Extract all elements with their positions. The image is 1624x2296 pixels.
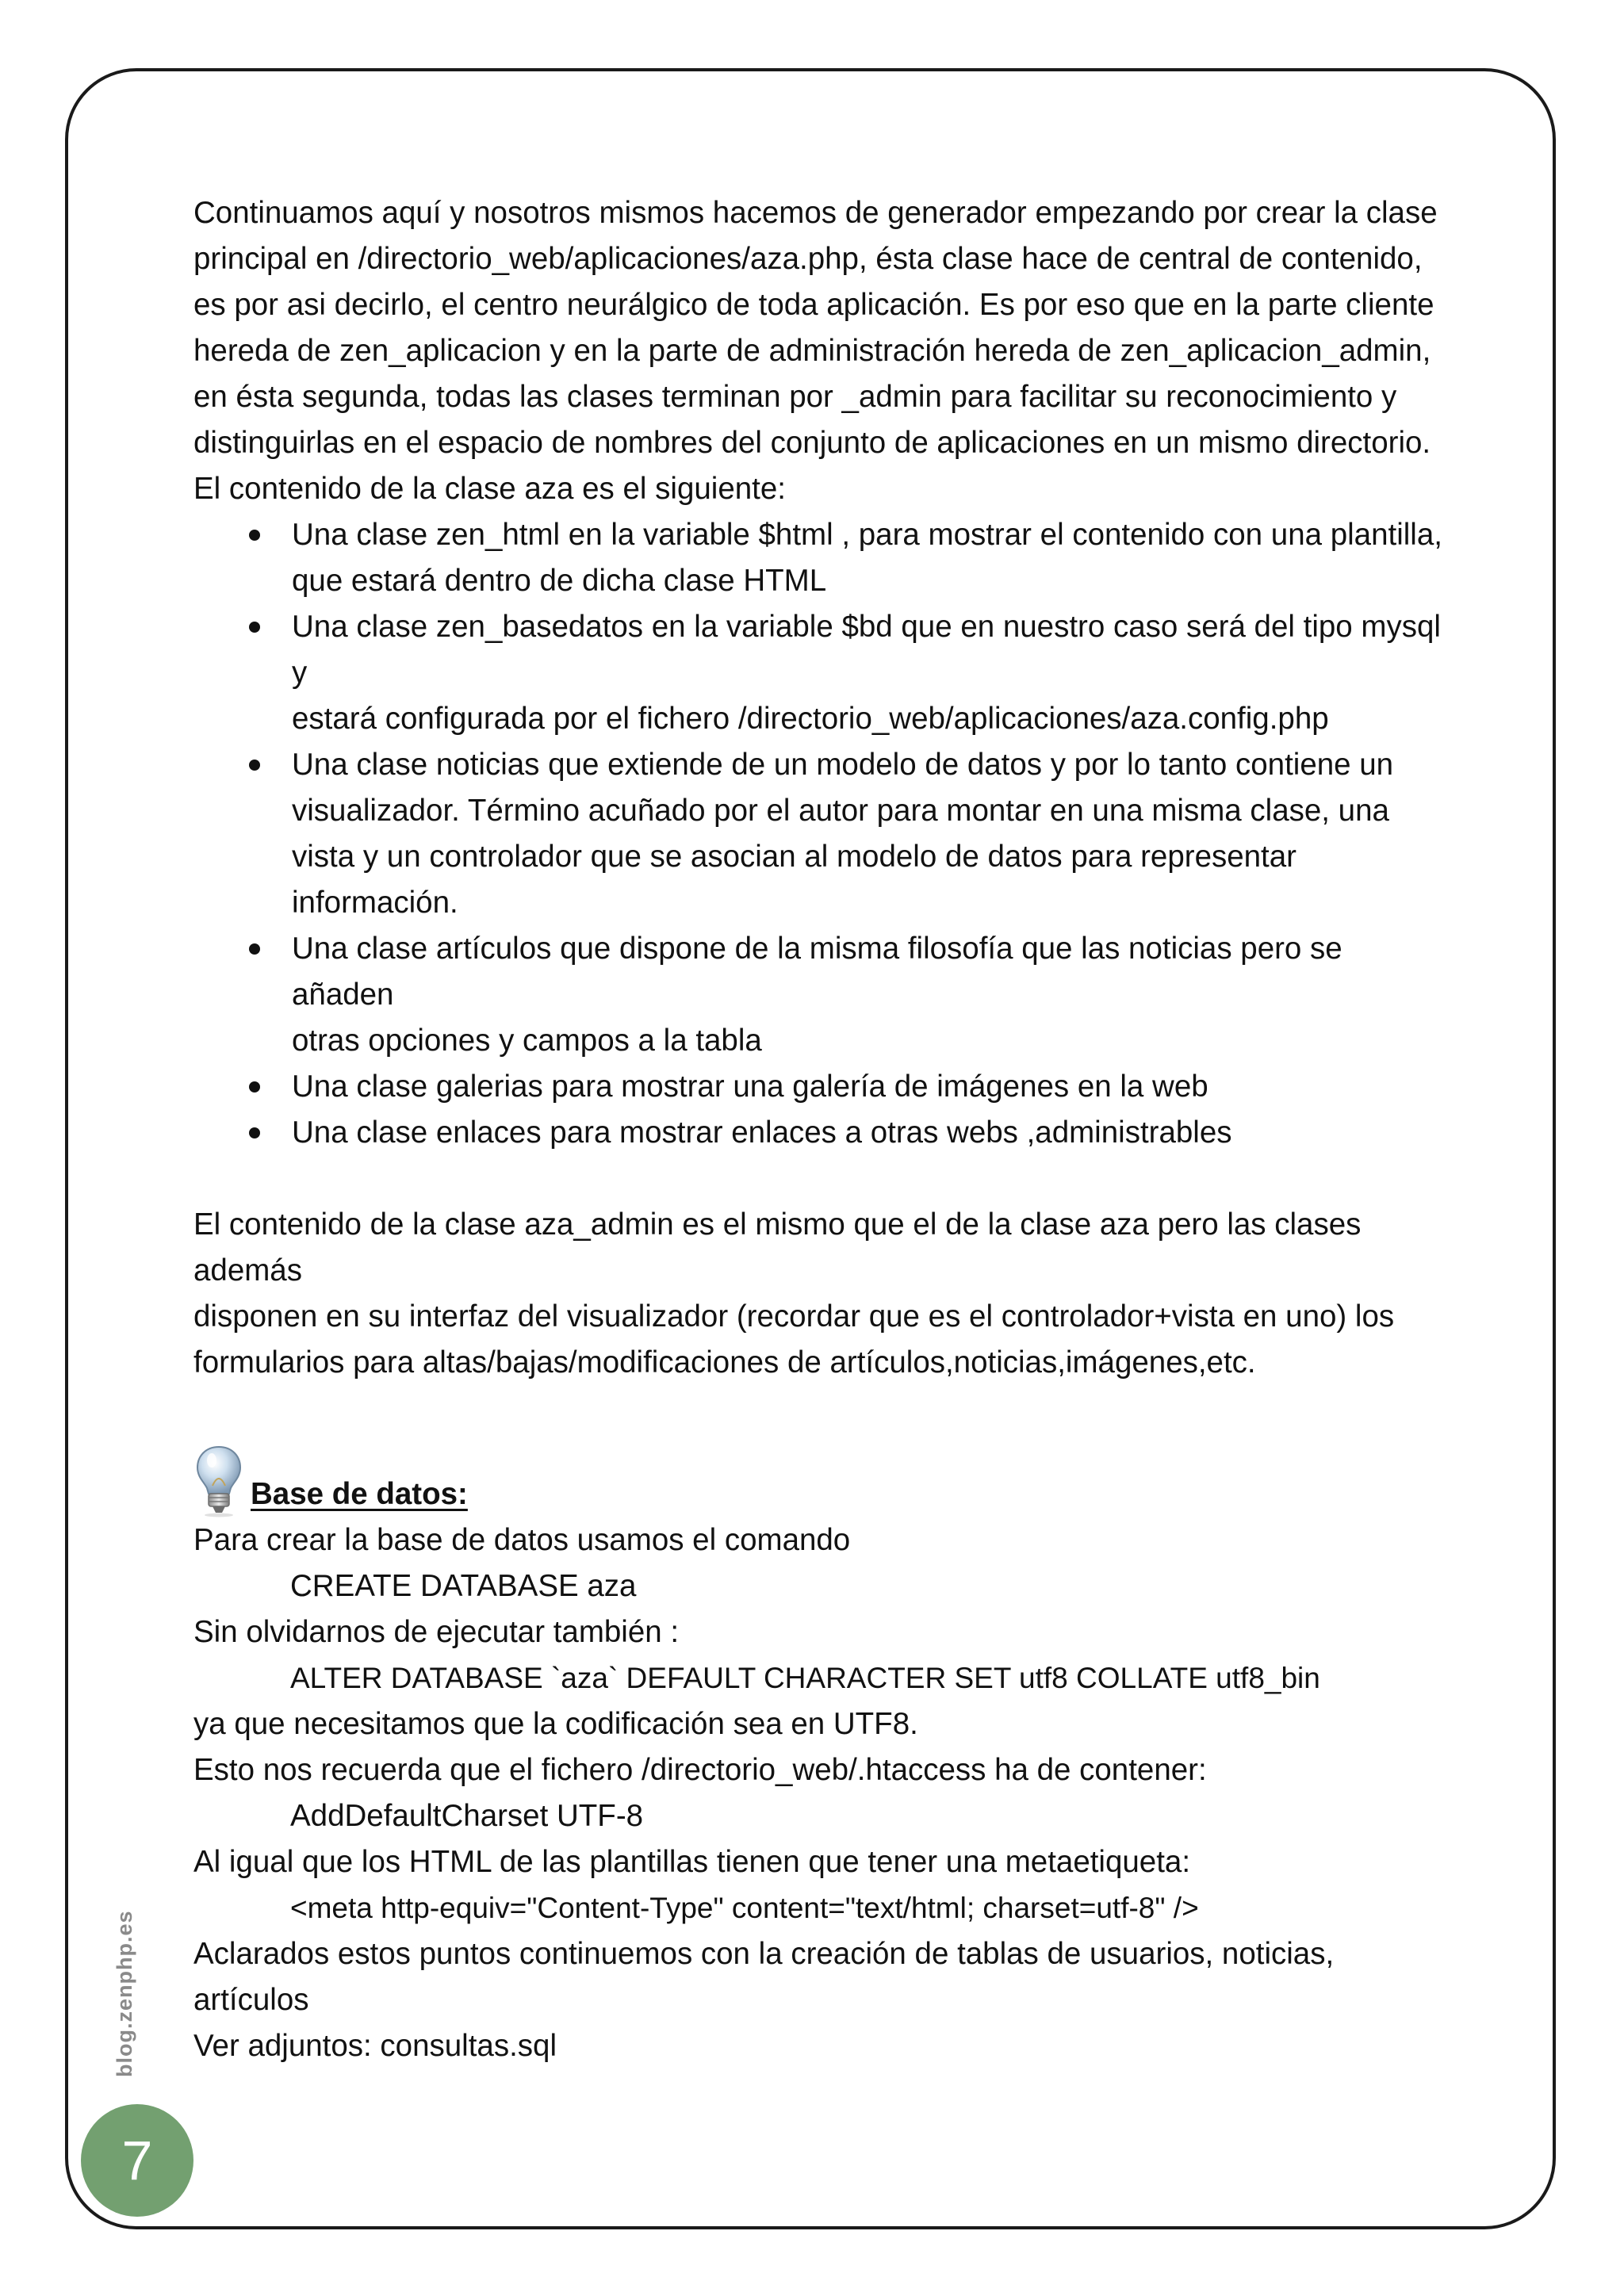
list-item [292, 742, 1446, 926]
db-text-line: Aclarados estos puntos continuemos con la creación de tablas de usuarios, noticias, artículos [193, 1937, 1335, 2017]
list-item-line: información. [292, 886, 458, 920]
db-text-line: Al igual que los HTML de las plantillas tienen que tener una metaetiqueta: [193, 1845, 1191, 1879]
db-command-create: CREATE DATABASE aza [290, 1569, 637, 1603]
list-item [292, 1110, 1446, 1156]
intro-line: Continuamos aquí y nosotros mismos hacemos de generador empezando por crear la clase [193, 196, 1438, 230]
db-text-line: ya que necesitamos que la codificación sea en UTF8. [193, 1707, 918, 1741]
list-item-line: Una clase galerias para mostrar una galería de imágenes en la web [292, 1070, 1208, 1104]
list-item [292, 926, 1446, 1064]
admin-paragraph [193, 1202, 1446, 1386]
list-item-line: vista y un controlador que se asocian al modelo de datos para representar [292, 840, 1297, 874]
intro-line: hereda de zen_aplicacion y en la parte de administración hereda de zen_aplicacion_admin, [193, 334, 1431, 368]
site-url: blog.zenphp.es [113, 1910, 136, 2077]
intro-paragraph [193, 190, 1446, 512]
section-heading: Base de datos: [251, 1477, 468, 1511]
list-item-line: otras opciones y campos a la tabla [292, 1024, 762, 1058]
intro-line: es por asi decirlo, el centro neurálgico de toda aplicación. Es por eso que en la parte cliente [193, 288, 1434, 322]
database-heading-row [193, 1445, 1446, 1517]
intro-line: principal en /directorio_web/aplicaciones/aza.php, ésta clase hace de central de contenido, [193, 242, 1423, 276]
db-command-meta: <meta http-equiv="Content-Type" content="text/html; charset=utf-8" /> [290, 1892, 1199, 1924]
list-item [292, 604, 1446, 742]
list-item [292, 1064, 1446, 1110]
database-section [193, 1517, 1446, 2069]
list-item [292, 512, 1446, 604]
db-command-alter: ALTER DATABASE `aza` DEFAULT CHARACTER SET utf8 COLLATE utf8_bin [290, 1662, 1320, 1694]
spacer [193, 1156, 1446, 1202]
list-item-line: que estará dentro de dicha clase HTML [292, 564, 827, 598]
admin-line: formularios para altas/bajas/modificaciones de artículos,noticias,imágenes,etc. [193, 1345, 1256, 1380]
list-item-line: visualizador. Término acuñado por el autor para montar en una misma clase, una [292, 794, 1389, 828]
class-list [193, 512, 1446, 1156]
db-text-line: Esto nos recuerda que el fichero /directorio_web/.htaccess ha de contener: [193, 1753, 1207, 1787]
list-item-line: Una clase noticias que extiende de un modelo de datos y por lo tanto contiene un [292, 748, 1394, 782]
list-item-line: Una clase zen_basedatos en la variable $bd que en nuestro caso será del tipo mysql y [292, 610, 1441, 690]
list-item-line: Una clase artículos que dispone de la misma filosofía que las noticias pero se añaden [292, 932, 1342, 1012]
intro-line: distinguirlas en el espacio de nombres del conjunto de aplicaciones en un mismo directorio. [193, 426, 1431, 460]
intro-line: El contenido de la clase aza es el siguiente: [193, 472, 786, 506]
list-item-line: estará configurada por el fichero /directorio_web/aplicaciones/aza.config.php [292, 702, 1329, 736]
db-text-line: Sin olvidarnos de ejecutar también : [193, 1615, 680, 1649]
admin-line: disponen en su interfaz del visualizador (recordar que es el controlador+vista en uno) los [193, 1299, 1395, 1334]
db-attachment-line: Ver adjuntos: consultas.sql [193, 2029, 557, 2063]
page-number-badge: 7 [81, 2104, 193, 2217]
db-command-htaccess: AddDefaultCharset UTF-8 [290, 1799, 644, 1833]
list-item-line: Una clase zen_html en la variable $html , para mostrar el contenido con una plantilla, [292, 518, 1442, 552]
page-content [193, 190, 1446, 2069]
admin-line: El contenido de la clase aza_admin es el mismo que el de la clase aza pero las clases además [193, 1207, 1362, 1288]
lightbulb-icon [193, 1445, 244, 1517]
list-item-line: Una clase enlaces para mostrar enlaces a otras webs ,administrables [292, 1115, 1232, 1150]
db-text-line: Para crear la base de datos usamos el comando [193, 1523, 851, 1557]
intro-line: en ésta segunda, todas las clases terminan por _admin para facilitar su reconocimiento y [193, 380, 1397, 414]
